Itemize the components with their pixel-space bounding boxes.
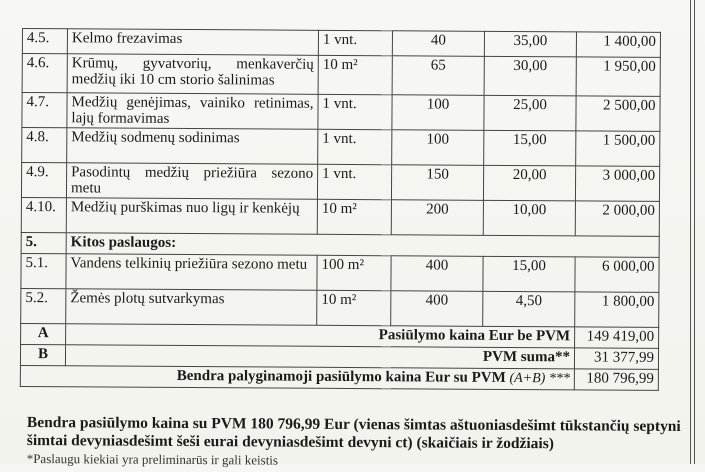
row-total: 6 000,00 bbox=[575, 257, 659, 293]
row-description: Medžių purškimas nuo ligų ir kenkėjų bbox=[66, 198, 317, 235]
footer-line-2: šimtai devyniasdešimt šeši eurai devyniasdešimt devyni ct) (skaičiais ir žodžiais) bbox=[26, 431, 555, 453]
row-unit: 1 vnt. bbox=[318, 30, 392, 55]
footer-text bbox=[27, 414, 687, 472]
row-unit: 10 m² bbox=[317, 290, 391, 325]
row-total: 1 500,00 bbox=[576, 131, 660, 167]
summary-label-a: A bbox=[21, 323, 66, 344]
row-total: 3 000,00 bbox=[575, 166, 659, 202]
row-quantity: 400 bbox=[391, 256, 483, 292]
row-number: 4.9. bbox=[21, 163, 66, 198]
row-total: 1 950,00 bbox=[576, 57, 660, 97]
row-unit-price: 10,00 bbox=[483, 200, 575, 236]
row-number: 4.5. bbox=[22, 29, 67, 54]
row-number: 5.1. bbox=[21, 253, 66, 288]
row-unit-price: 15,00 bbox=[483, 256, 575, 292]
row-description: Vandens telkinių priežiūra sezono metu bbox=[66, 254, 317, 291]
row-description: Pasodintų medžių priežiūra sezono metu bbox=[66, 163, 317, 200]
row-unit: 1 vnt. bbox=[318, 94, 392, 129]
row-unit: 100 m² bbox=[317, 255, 391, 290]
summary-text-total bbox=[20, 365, 574, 389]
summary-label-b: B bbox=[20, 344, 65, 365]
section-title: Kitos paslaugos: bbox=[66, 233, 659, 258]
row-unit: 10 m² bbox=[318, 55, 392, 94]
table-row bbox=[21, 197, 659, 236]
row-unit-price: 25,00 bbox=[484, 95, 576, 131]
row-total: 1 400,00 bbox=[576, 32, 660, 58]
row-number: 4.6. bbox=[22, 54, 67, 93]
row-quantity: 400 bbox=[391, 291, 483, 327]
row-number: 4.8. bbox=[22, 128, 67, 163]
row-unit-price: 30,00 bbox=[484, 56, 576, 96]
row-unit-price: 4,50 bbox=[483, 291, 575, 327]
row-total: 2 000,00 bbox=[575, 201, 659, 237]
footer-note: *Paslaugu kiekiai yra preliminarūs ir gali keistis bbox=[26, 450, 279, 468]
row-quantity: 100 bbox=[392, 130, 484, 166]
row-number: 5.2. bbox=[21, 288, 66, 323]
row-unit: 10 m² bbox=[317, 199, 391, 234]
row-unit: 1 vnt. bbox=[318, 129, 392, 164]
table-row bbox=[21, 288, 659, 327]
summary-value-a: 149 419,00 bbox=[575, 327, 659, 349]
row-description: Krūmų, gyvatvorių, menkaverčių medžių iki 10 cm storio šalinimas bbox=[67, 54, 318, 95]
price-table bbox=[20, 28, 661, 391]
row-description: Medžių genėjimas, vainiko retinimas, lajų formavimas bbox=[67, 93, 318, 130]
table-row bbox=[22, 128, 660, 167]
row-quantity: 150 bbox=[391, 165, 483, 201]
row-quantity: 40 bbox=[392, 31, 484, 57]
row-quantity: 100 bbox=[392, 95, 484, 131]
summary-text-a: Pasiūlymo kaina Eur be PVM bbox=[66, 324, 575, 348]
row-description: Žemės plotų sutvarkymas bbox=[66, 289, 317, 326]
table-row bbox=[21, 163, 659, 202]
row-unit: 1 vnt. bbox=[317, 164, 391, 199]
summary-value-b: 31 377,99 bbox=[574, 348, 658, 370]
table-row bbox=[21, 253, 659, 292]
row-number: 4.7. bbox=[22, 93, 67, 128]
row-number: 4.10. bbox=[21, 197, 66, 232]
row-quantity: 65 bbox=[392, 56, 484, 96]
summary-text-b: PVM suma** bbox=[65, 345, 574, 369]
row-quantity: 200 bbox=[391, 200, 483, 236]
row-unit-price: 35,00 bbox=[484, 31, 576, 57]
footer-line-1: Bendra pasiūlymo kaina su PVM 180 796,99 Eur (vienas šimtas aštuoniasdešimt tūkstančių septyni bbox=[26, 414, 681, 435]
row-total: 2 500,00 bbox=[576, 96, 660, 132]
summary-value-total: 180 796,99 bbox=[574, 369, 658, 391]
row-unit-price: 15,00 bbox=[484, 130, 576, 166]
summary-row-total bbox=[20, 365, 658, 390]
table-row bbox=[22, 93, 660, 132]
total-label: Bendra palyginamoji pasiūlymo kaina Eur su PVM bbox=[176, 367, 506, 386]
page-edge-divider bbox=[690, 0, 695, 464]
row-total: 1 800,00 bbox=[575, 292, 659, 328]
row-description: Medžių sodmenų sodinimas bbox=[67, 128, 318, 165]
row-description: Kelmo frezavimas bbox=[67, 29, 318, 56]
table-row bbox=[22, 54, 660, 97]
table-row bbox=[22, 29, 660, 58]
total-formula: (A+B) *** bbox=[509, 370, 570, 387]
section-number: 5. bbox=[21, 232, 66, 253]
row-unit-price: 20,00 bbox=[483, 165, 575, 201]
